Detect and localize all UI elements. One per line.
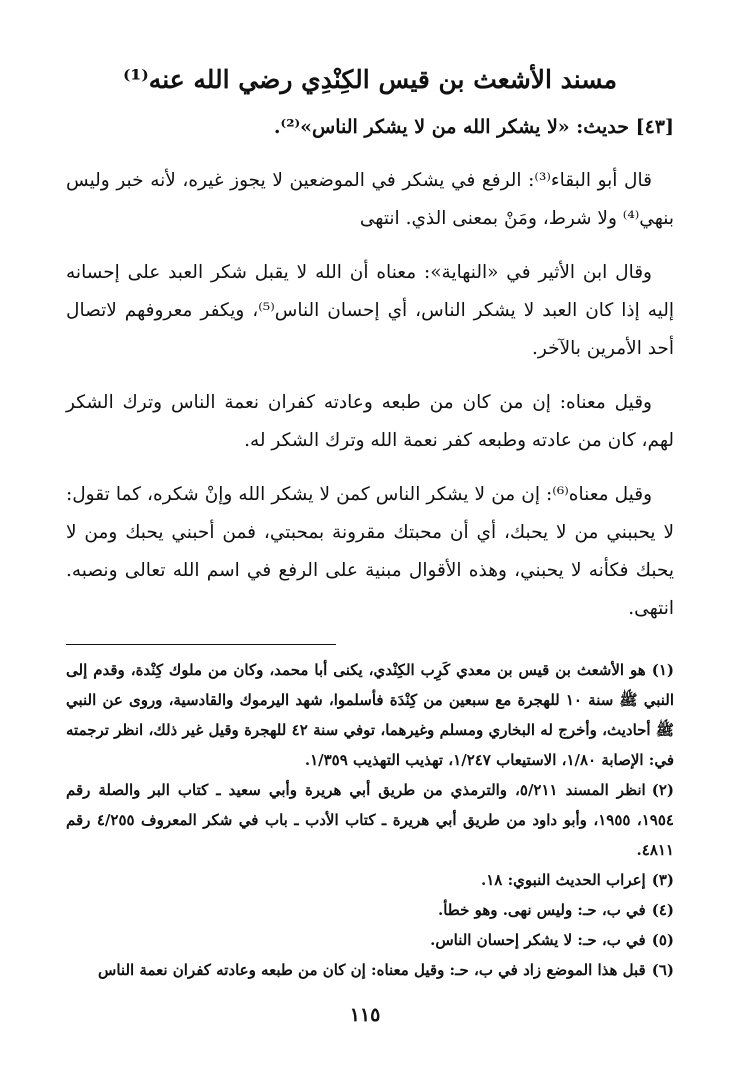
footnote-text: في ب، حـ: وليس نهى. وهو خطأ.: [437, 901, 646, 919]
footnote-text: في ب، حـ: لا يشكر إحسان الناس.: [430, 931, 646, 949]
footnote-text: إعراب الحديث النبوي: ١٨.: [480, 871, 646, 889]
footnote-text: قبل هذا الموضع زاد في ب، حـ: وقيل معناه: إن كان من طبعه وعادته كفران نعمة الناس: [98, 961, 646, 979]
footnotes: [66, 655, 674, 985]
footnote-5: [66, 925, 674, 955]
footnote-1: [66, 655, 674, 775]
hadith-heading: [٤٣] حديث: «لا يشكر الله من لا يشكر الناس»⁽²⁾.: [273, 116, 674, 138]
footnote-separator: [66, 644, 336, 645]
paragraph-abu-baqa: قال أبو البقاء⁽³⁾: الرفع في يشكر في الموضعين لا يجوز غيره، لأنه خبر وليس بنهي⁽⁴⁾ ولا شرط، ومَنْ بمعنى الذي. انتهى: [66, 170, 674, 229]
footnote-number: (١): [651, 661, 674, 679]
footnote-number: (٦): [651, 961, 674, 979]
footnote-text: انظر المسند ٥/٢١١، والترمذي من طريق أبي هريرة وأبي سعيد ـ كتاب البر والصلة رقم ١٩٥٤، ١٩٥٥، وأبو داود من طريق أبي هريرة ـ كتاب الأدب ـ باب في شكر المعروف ٤/٢٥٥ رقم ٤٨١١.: [66, 781, 674, 859]
footnote-number: (٣): [651, 871, 674, 889]
page-number: ١١٥: [349, 1004, 381, 1026]
footnote-text: هو الأشعث بن قيس بن معدي كَرِب الكِنْدي، يكنى أبا محمد، وكان من ملوك كِنْدة، وقدم إلى النبي ﷺ سنة ١٠ للهجرة مع سبعين من كِنْدَة فأسلموا، شهد اليرموك والقادسية، وروى عن النبي ﷺ أحاديث، وأخرج له البخاري ومسلم وغيرهما، توفي سنة ٤٢ للهجرة وقيل غير ذلك، انظر ترجمته في: الإصابة ١/٨٠، الاستيعاب ١/٢٤٧، تهذيب التهذيب ١/٣٥٩.: [66, 661, 674, 769]
footnote-3: [66, 865, 674, 895]
paragraph-ibn-athir: وقال ابن الأثير في «النهاية»: معناه أن الله لا يقبل شكر العبد على إحسانه إليه إذا كان العبد لا يشكر الناس، أي إحسان الناس⁽⁵⁾، ويكفر معروفهم لاتصال أحد الأمرين بالآخر.: [66, 262, 674, 359]
footnote-2: [66, 775, 674, 865]
paragraph-meaning-2: وقيل معناه⁽⁶⁾: إن من لا يشكر الناس كمن لا يشكر الله وإنْ شكره، كما تقول: لا يحببني من لا يحبك، أي أن محبتك مقرونة بمحبتي، فمن أحبني يحبك ومن لا يحبك فكأنه لا يحبني، وهذه الأقوال مبنية على الرفع في اسم الله تعالى ونصبه. انتهى.: [66, 484, 674, 619]
footnote-number: (٤): [651, 901, 674, 919]
footnote-6: [66, 955, 674, 985]
paragraph-meaning-1: وقيل معناه: إن من كان من طبعه وعادته كفران نعمة الناس وترك الشكر لهم، كان من عادته وطبعه كفر نعمة الله وترك الشكر له.: [66, 392, 674, 451]
section-title: مسند الأشعث بن قيس الكِنْدِي رضي الله عنه⁽¹⁾: [122, 65, 618, 94]
footnote-number: (٥): [651, 931, 674, 949]
footnote-number: (٢): [651, 781, 674, 799]
footnote-4: [66, 895, 674, 925]
